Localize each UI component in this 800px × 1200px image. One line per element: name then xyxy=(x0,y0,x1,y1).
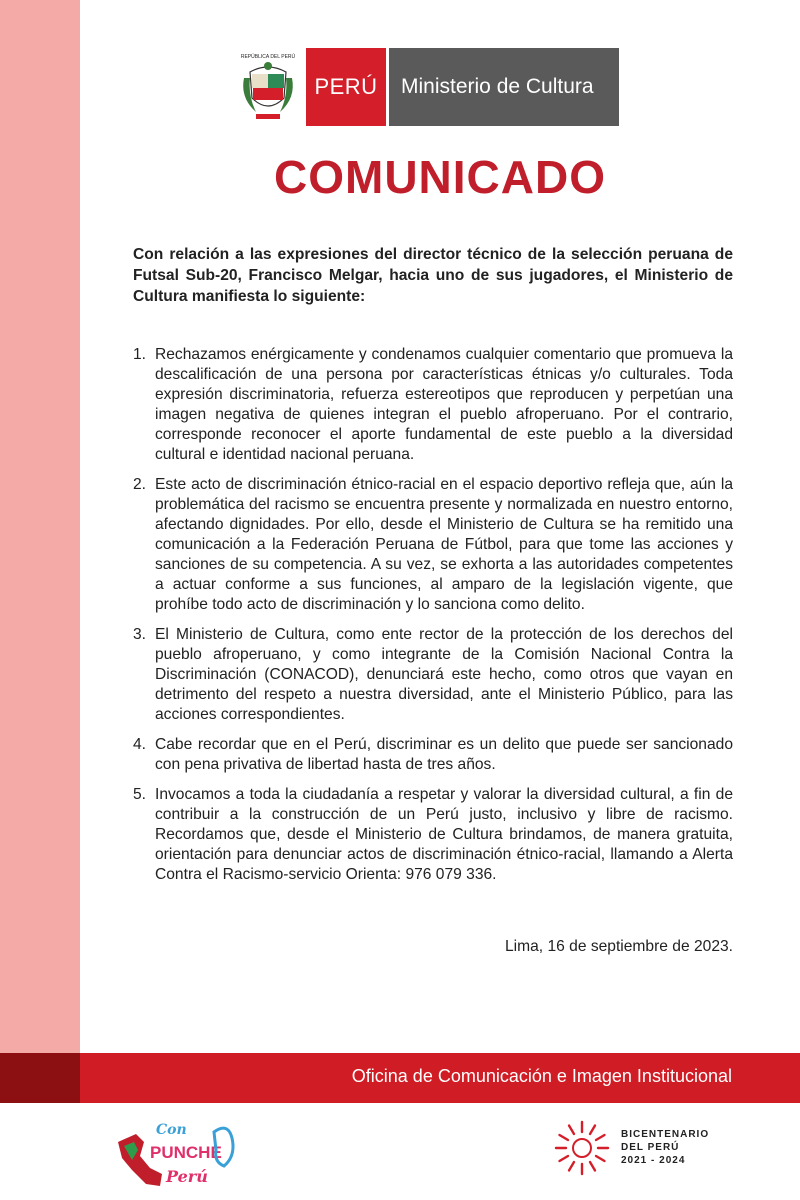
list-item xyxy=(133,785,733,885)
list-item xyxy=(133,345,733,465)
peru-brand-label: PERÚ xyxy=(306,48,386,126)
page-title: COMUNICADO xyxy=(274,151,606,203)
bicentenario-line2: DEL PERÚ xyxy=(621,1142,680,1153)
list-item xyxy=(133,475,733,615)
list-item-text: Cabe recordar que en el Perú, discriminar es un delito que puede ser sancionado con pena privativa de libertad hasta de tres años. xyxy=(155,736,733,773)
bicentenario-line1: BICENTENARIO xyxy=(621,1129,710,1140)
list-item-number: 2. xyxy=(133,476,147,493)
svg-text:PUNCHE: PUNCHE xyxy=(150,1143,222,1162)
bicentenario-line3: 2021 - 2024 xyxy=(621,1155,686,1166)
intro-paragraph: Con relación a las expresiones del director técnico de la selección peruana de Futsal Sub-20, Francisco Melgar, hacia uno de sus jugadores, el Ministerio de Cultura manifiesta lo siguiente: xyxy=(133,246,733,305)
date-line: Lima, 16 de septiembre de 2023. xyxy=(505,938,733,955)
list-item xyxy=(133,625,733,725)
list-item-text: El Ministerio de Cultura, como ente rector de la protección de los derechos del pueblo afroperuano, y como integrante de la Comisión Nacional Contra la Discriminación (CONACOD), denunciará este hecho, como otros que vayan en detrimento del respeto a nuestra diversidad, ante el Ministerio Público, para las acciones correspondientes. xyxy=(155,626,733,723)
side-band xyxy=(0,0,80,1055)
list-item-number: 1. xyxy=(133,346,147,363)
svg-text:Con: Con xyxy=(156,1122,187,1138)
bicentenario-text xyxy=(621,1128,709,1167)
ministry-name: Ministerio de Cultura xyxy=(389,48,619,126)
footer-office-name: Oficina de Comunicación e Imagen Institucional xyxy=(351,1066,732,1086)
list-item-text: Rechazamos enérgicamente y condenamos cualquier comentario que promueva la descalificación de una persona por características étnicas y/o culturales. Toda expresión discriminatoria, refuerza estereotipos que reproducen y perpetúan una imagen negativa de quienes integran el pueblo afroperuano. Por el contrario, corresponde reconocer el aporte fundamental de este pueblo a la diversidad cultural e identidad nacional peruana. xyxy=(155,346,733,463)
list-item-number: 5. xyxy=(133,786,147,803)
list-item-text: Este acto de discriminación étnico-racial en el espacio deportivo refleja que, aún la problemática del racismo se encuentra presente y normalizada en nuestro entorno, afectando dignidades. Por ello, desde el Ministerio de Cultura se ha remitido una comunicación a la Federación Peruana de Fútbol, para que tome las acciones y sanciones de su competencia. A su vez, se exhorta a las autoridades competentes a actuar conforme a sus funciones, al amparo de la legislación vigente, que prohíbe todo acto de discriminación y lo sanciona como delito. xyxy=(155,476,733,613)
statement-list xyxy=(133,345,733,895)
list-item-number: 3. xyxy=(133,626,147,643)
list-item xyxy=(133,735,733,775)
svg-text:REPÚBLICA DEL PERÚ: REPÚBLICA DEL PERÚ xyxy=(240,54,296,60)
con-punche-peru-logo xyxy=(110,1112,240,1192)
bicentenario-logo xyxy=(553,1115,743,1180)
coat-of-arms-icon xyxy=(238,48,298,126)
ministry-header xyxy=(238,48,619,126)
list-item-text: Invocamos a toda la ciudadanía a respetar y valorar la diversidad cultural, a fin de contribuir a la construcción de un Perú justo, inclusivo y libre de racismo. Recordamos que, desde el Ministerio de Cultura brindamos, de manera gratuita, orientación para denunciar actos de discriminación étnico-racial, llamando a Alerta Contra el Racismo-servicio Orienta: 976 079 336. xyxy=(155,786,733,883)
svg-text:Perú: Perú xyxy=(166,1167,208,1186)
bicentenario-emblem-icon xyxy=(553,1119,611,1177)
footer-dark-block xyxy=(0,1053,80,1103)
list-item-number: 4. xyxy=(133,736,147,753)
